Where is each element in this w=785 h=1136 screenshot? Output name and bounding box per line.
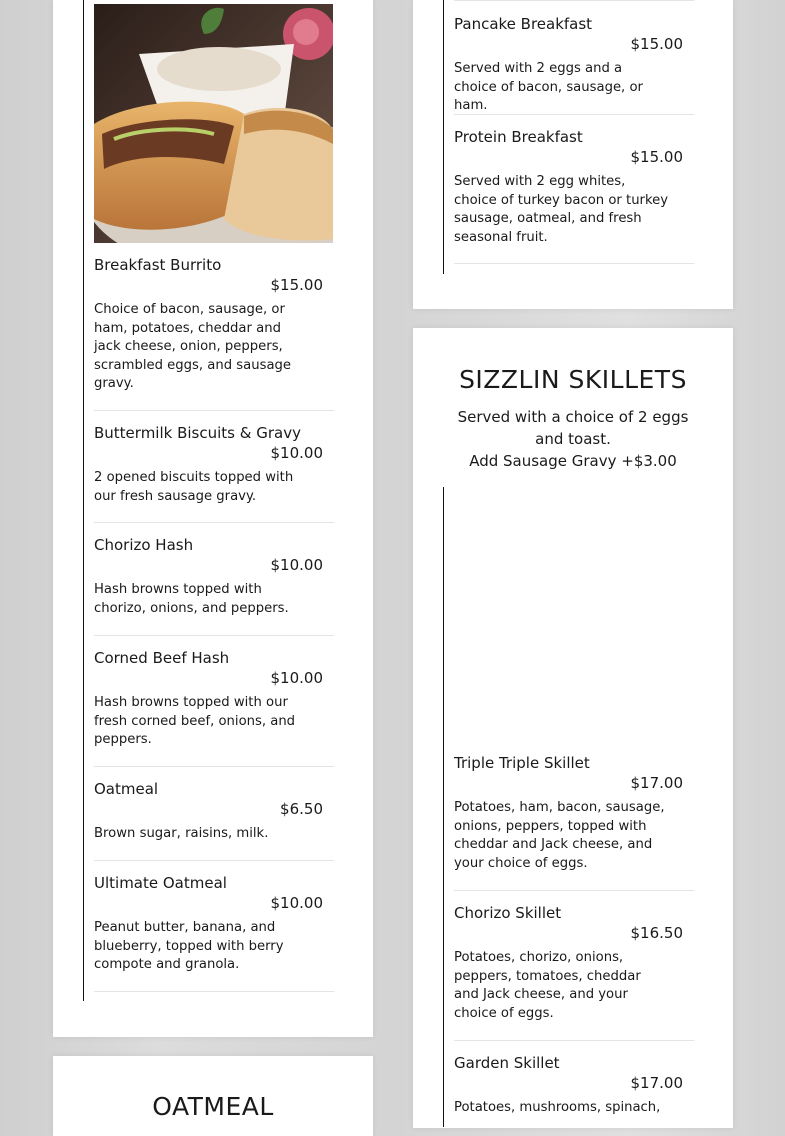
item-separator	[454, 263, 694, 264]
item-price: $17.00	[630, 774, 683, 792]
item-description: Served with 2 egg whites, choice of turkey bacon or turkey sausage, oatmeal, and fresh seasonal fruit.	[454, 174, 669, 245]
item-description: Potatoes, chorizo, onions, peppers, tomatoes, cheddar and Jack cheese, and your choice of eggs.	[454, 950, 641, 1021]
item-separator	[94, 766, 334, 767]
item-name: Protein Breakfast	[454, 128, 583, 146]
item-name: Buttermilk Biscuits & Gravy	[94, 424, 301, 442]
menu-item	[454, 15, 694, 114]
vertical-divider-right-top	[443, 0, 444, 274]
item-description: Potatoes, ham, bacon, sausage, onions, peppers, topped with cheddar and Jack cheese, and your choice of eggs.	[454, 800, 665, 871]
item-description: Hash browns topped with our fresh corned beef, onions, and peppers.	[94, 695, 296, 748]
item-price: $10.00	[270, 894, 323, 912]
item-description: Served with 2 eggs and a choice of bacon, sausage, or ham.	[454, 61, 643, 114]
item-separator	[454, 1040, 694, 1041]
menu-item	[454, 754, 694, 884]
menu-item	[454, 128, 694, 258]
item-description: Hash browns topped with chorizo, onions, and peppers.	[94, 582, 289, 616]
menu-item	[454, 904, 694, 1034]
section-subtitle	[443, 406, 703, 472]
item-name: Breakfast Burrito	[94, 256, 222, 274]
menu-item	[454, 1054, 694, 1119]
item-description: Potatoes, mushrooms, spinach,	[454, 1100, 661, 1115]
item-name: Ultimate Oatmeal	[94, 874, 227, 892]
menu-item	[94, 424, 334, 514]
item-name: Garden Skillet	[454, 1054, 560, 1072]
item-description: Choice of bacon, sausage, or ham, potatoes, cheddar and jack cheese, onion, peppers, scrambled eggs, and sausage gravy.	[94, 302, 292, 392]
breakfast-burrito-photo	[94, 4, 333, 243]
item-price: $10.00	[270, 669, 323, 687]
menu-item	[94, 256, 334, 406]
item-separator	[94, 635, 334, 636]
item-price: $15.00	[630, 148, 683, 166]
item-separator	[94, 522, 334, 523]
item-name: Oatmeal	[94, 780, 159, 798]
subtitle-line: Add Sausage Gravy +$3.00	[469, 452, 677, 470]
item-separator	[454, 114, 694, 115]
item-price: $15.00	[270, 276, 323, 294]
item-price: $17.00	[630, 1074, 683, 1092]
item-price: $10.00	[270, 444, 323, 462]
item-price: $10.00	[270, 556, 323, 574]
item-separator	[94, 860, 334, 861]
item-price: $16.50	[630, 924, 683, 942]
item-separator	[94, 410, 334, 411]
menu-item	[94, 780, 334, 850]
item-separator	[454, 890, 694, 891]
menu-item	[94, 649, 334, 759]
item-description: Peanut butter, banana, and blueberry, topped with berry compote and granola.	[94, 920, 284, 973]
subtitle-line: Served with a choice of 2 eggs and toast.	[457, 408, 689, 448]
menu-item	[94, 874, 334, 984]
item-name: Triple Triple Skillet	[454, 754, 590, 772]
item-description: Brown sugar, raisins, milk.	[94, 826, 269, 841]
item-name: Corned Beef Hash	[94, 649, 230, 667]
vertical-divider-right-bottom	[443, 487, 444, 1127]
item-price: $15.00	[630, 35, 683, 53]
item-name: Pancake Breakfast	[454, 15, 593, 33]
item-price: $6.50	[280, 800, 323, 818]
item-separator	[94, 991, 334, 992]
item-separator	[454, 0, 694, 1]
item-name: Chorizo Skillet	[454, 904, 562, 922]
item-name: Chorizo Hash	[94, 536, 194, 554]
section-title-oatmeal: OATMEAL	[152, 1092, 274, 1121]
vertical-divider-left	[83, 0, 84, 1001]
item-description: 2 opened biscuits topped with our fresh sausage gravy.	[94, 470, 294, 504]
section-title-skillets: SIZZLIN SKILLETS	[459, 365, 687, 394]
menu-item	[94, 536, 334, 626]
